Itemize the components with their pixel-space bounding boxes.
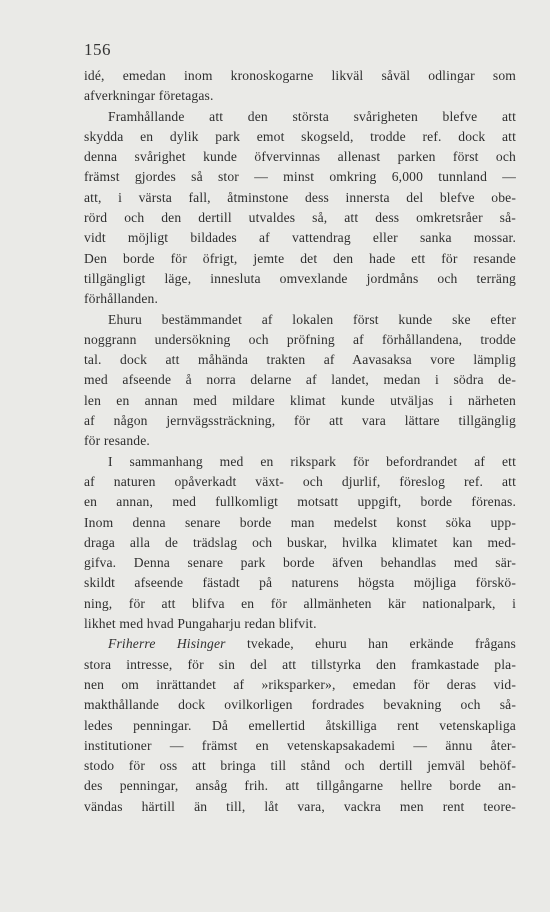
text-line: makthållande dock ovilkorligen fordrades bevakning och så- bbox=[84, 697, 516, 713]
text-line: Framhållande att den största svårigheten blefve att bbox=[108, 108, 516, 124]
text-line: ledes penningar. Då emellertid åtskilliga rent vetenskapliga bbox=[84, 717, 516, 733]
text-line: noggrann undersökning och pröfning af förhållandena, trodde bbox=[84, 331, 516, 347]
text-line: Inom denna senare borde man medelst konst söka upp- bbox=[84, 514, 516, 530]
text-line: vändas härtill än till, låt vara, vackra men rent teore- bbox=[84, 798, 516, 814]
paragraph-3 bbox=[84, 310, 516, 452]
text-line: len en annan med mildare klimat kunde utväljas i närheten bbox=[84, 392, 516, 408]
text-line: med afseende å norra delarne af landet, medan i södra de- bbox=[84, 372, 516, 388]
text-line: stodo för oss att bringa till stånd och dertill jemväl behöf- bbox=[84, 758, 516, 774]
text-line: skildt afseende fästadt på naturens högsta möjliga förskö- bbox=[84, 575, 516, 591]
text-line: rörd och den dertill utvaldes så, att dess omkretsråer så- bbox=[84, 210, 516, 226]
text-line: stora intresse, för sin del att tillstyrka den framkastade pla- bbox=[84, 656, 516, 672]
paragraph-5 bbox=[84, 634, 516, 817]
text-line: afverkningar företagas. bbox=[84, 88, 214, 104]
text-line: likhet med hvad Pungaharju redan blifvit. bbox=[84, 616, 317, 632]
body-text bbox=[84, 66, 516, 817]
text-line: en annan, med fullkomligt motsatt uppgift, borde förenas. bbox=[84, 494, 516, 510]
text-line: tal. dock att måhända trakten af Aavasaksa vore lämplig bbox=[84, 352, 516, 368]
text-line: främst gjordes så stor — minst omkring 6,000 tunnland — bbox=[84, 169, 516, 185]
text-line: draga alla de trädslag och buskar, hvilka klimatet kan med- bbox=[84, 534, 516, 550]
text-line bbox=[84, 634, 516, 654]
text-line: tillgängligt läge, innesluta omvexlande jordmåns och terräng bbox=[84, 270, 516, 286]
text-line: ning, för att blifva en för allmänheten kär nationalpark, i bbox=[84, 595, 516, 611]
speaker-name: Friherre Hisinger bbox=[108, 636, 226, 652]
text-line: denna svårighet kunde öfvervinnas allenast parken först och bbox=[84, 149, 516, 165]
text-line: Den borde för öfrigt, jemte det den hade ett för resande bbox=[84, 250, 516, 266]
text-line: idé, emedan inom kronoskogarne likväl såväl odlingar som bbox=[84, 68, 516, 83]
text-line: gifva. Denna senare park borde äfven behandlas med sär- bbox=[84, 555, 516, 571]
text-line: skydda en dylik park emot skogseld, trodde ref. dock att bbox=[84, 128, 516, 144]
paragraph-1 bbox=[84, 66, 516, 107]
paragraph-2 bbox=[84, 107, 516, 310]
text-fragment: tvekade, ehuru han erkände frågans bbox=[225, 636, 517, 652]
text-line: för resande. bbox=[84, 433, 150, 449]
text-line: att, i värsta fall, åtminstone dess innersta del blefve obe- bbox=[84, 189, 516, 205]
paragraph-4 bbox=[84, 452, 516, 635]
text-line: af naturen opåverkadt växt- och djurlif, föreslog ref. att bbox=[84, 473, 516, 489]
text-line: I sammanhang med en rikspark för befordrandet af ett bbox=[108, 453, 516, 469]
text-line: förhållanden. bbox=[84, 291, 159, 307]
text-line: nen om inrättandet af »riksparker», emedan för deras vid- bbox=[84, 676, 516, 692]
text-line: af någon jernvägssträckning, för att vara lättare tillgänglig bbox=[84, 413, 516, 429]
text-line: des penningar, ansåg frih. att tillgångarne hellre borde an- bbox=[84, 778, 516, 794]
text-line: institutioner — främst en vetenskapsakademi — ännu åter- bbox=[84, 737, 516, 753]
page-number: 156 bbox=[84, 40, 111, 59]
text-line: Ehuru bestämmandet af lokalen först kunde ske efter bbox=[108, 311, 516, 327]
text-line: vidt möjligt bildades af vattendrag eller sanka mossar. bbox=[84, 230, 516, 246]
